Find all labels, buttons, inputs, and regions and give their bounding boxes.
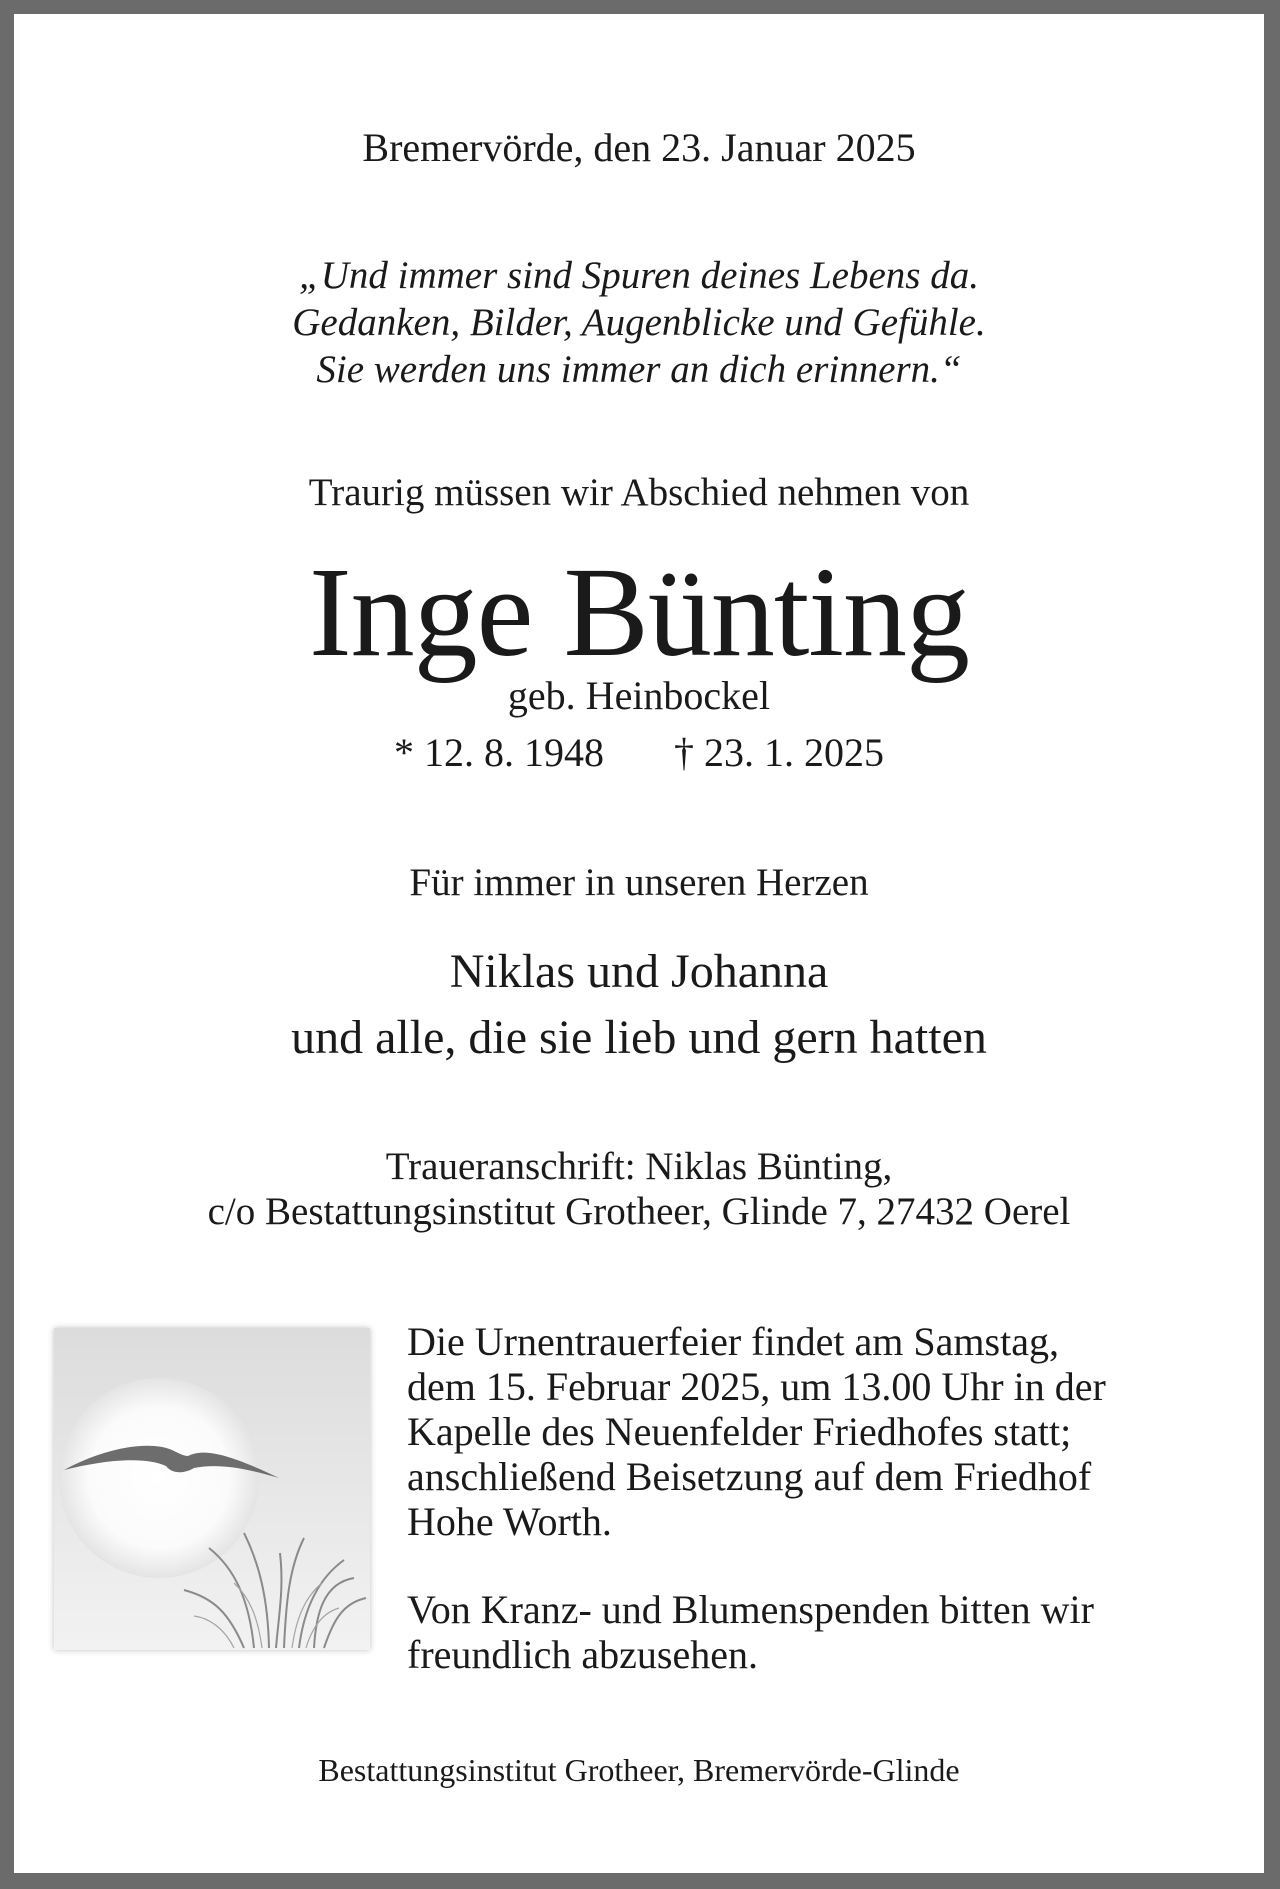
sun-shape	[59, 1378, 259, 1578]
quote-line: Sie werden uns immer an dich erinnern.“	[316, 348, 962, 391]
hearts-text: Für immer in unseren Herzen	[409, 861, 869, 904]
memorial-quote	[14, 252, 1264, 393]
flowers-line: Von Kranz- und Blumenspenden bitten wir	[407, 1587, 1094, 1632]
mourning-address	[14, 1144, 1264, 1234]
mourners-line: Niklas und Johanna	[449, 945, 829, 998]
quote-line: Gedanken, Bilder, Augenblicke und Gefühle.	[292, 301, 986, 344]
mourners	[14, 939, 1264, 1071]
intro-text: Traurig müssen wir Abschied nehmen von	[308, 471, 970, 514]
flowers-line: freundlich abzusehen.	[407, 1632, 758, 1677]
flowers-paragraph	[407, 1587, 1227, 1677]
death-date: † 23. 1. 2025	[674, 730, 884, 775]
ceremony-line: anschließend Beisetzung auf dem Friedhof	[407, 1454, 1092, 1499]
ceremony-line: Hohe Worth.	[407, 1499, 612, 1544]
bird-sun-image	[54, 1328, 370, 1650]
ceremony-line: dem 15. Februar 2025, um 13.00 Uhr in der	[407, 1364, 1106, 1409]
birth-name: geb. Heinbockel	[507, 673, 771, 718]
funeral-home-footer: Bestattungsinstitut Grotheer, Bremervörde-Glinde	[318, 1752, 960, 1788]
bird-sun-illustration	[54, 1328, 370, 1650]
deceased-name: Inge Bünting	[309, 541, 969, 683]
place-date: Bremervörde, den 23. Januar 2025	[362, 125, 916, 170]
obituary-card	[14, 14, 1264, 1873]
ceremony-details	[407, 1319, 1227, 1677]
ceremony-line: Die Urnentrauerfeier findet am Samstag,	[407, 1319, 1059, 1364]
life-dates	[14, 728, 1264, 778]
quote-line: „Und immer sind Spuren deines Lebens da.	[299, 254, 979, 297]
address-line: Traueranschrift: Niklas Bünting,	[385, 1145, 893, 1188]
ceremony-paragraph	[407, 1319, 1227, 1544]
ceremony-line: Kapelle des Neuenfelder Friedhofes statt;	[407, 1409, 1072, 1454]
birth-date: * 12. 8. 1948	[394, 730, 604, 775]
mourners-line: und alle, die sie lieb und gern hatten	[291, 1011, 987, 1064]
address-line: c/o Bestattungsinstitut Grotheer, Glinde 7, 27432 Oerel	[207, 1190, 1071, 1233]
